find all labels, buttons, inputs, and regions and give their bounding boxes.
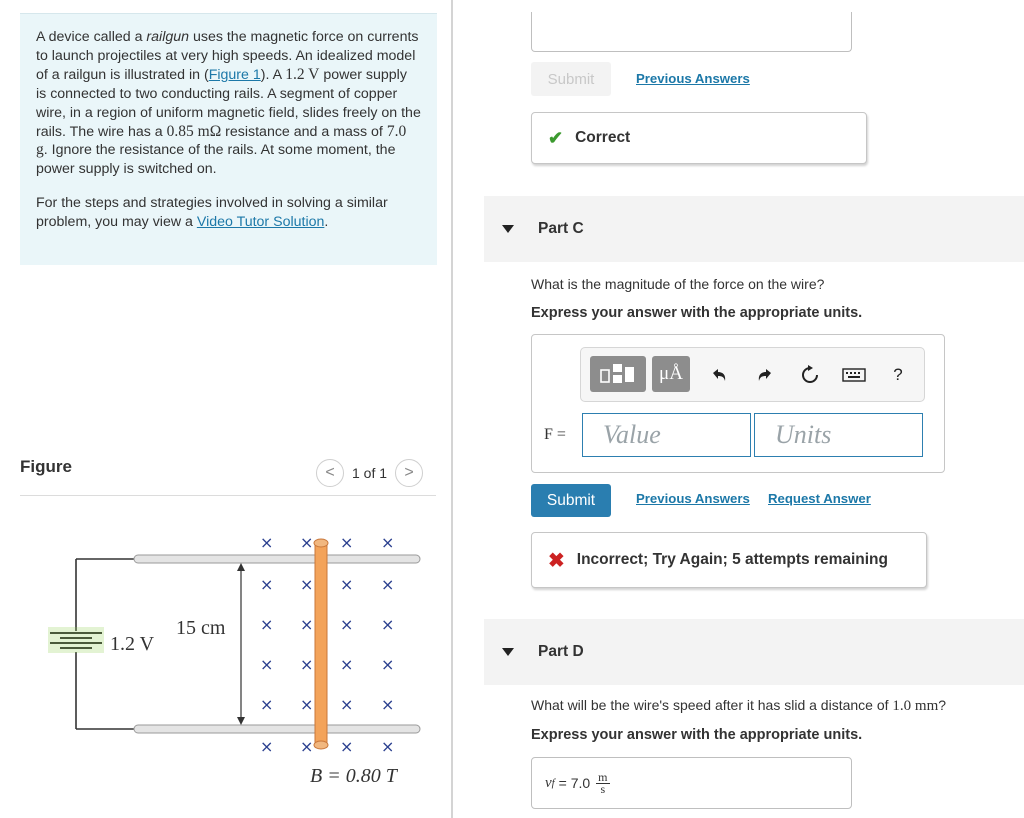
column-divider [451,0,453,818]
field-into-page-icon: × [260,737,274,756]
redo-icon[interactable] [752,362,778,388]
problem-text: ). A [260,66,286,83]
bottom-rail [134,725,420,733]
field-into-page-icon: × [381,695,395,714]
magnetic-field-label: B = 0.80 T [310,765,397,787]
undo-icon[interactable] [706,362,732,388]
wire-end-bottom [314,741,328,749]
units-input[interactable]: Units [754,413,923,457]
wire-end-top [314,539,328,547]
figure-link[interactable]: Figure 1 [208,66,261,83]
part-b-submit-button[interactable]: Submit [531,62,611,96]
battery-voltage-label: 1.2 V [110,633,155,655]
field-into-page-icon: × [260,575,274,594]
length-label: 15 cm [176,617,226,639]
field-into-page-icon: × [381,737,395,756]
question-distance: 1.0 mm [892,698,939,714]
part-d-header[interactable] [484,619,1024,685]
templates-icon [598,361,638,387]
part-c-question: What is the magnitude of the force on the wire? [531,276,825,292]
part-c-previous-answers-link[interactable]: Previous Answers [636,491,750,506]
help-icon[interactable]: ? [893,365,903,384]
field-into-page-icon: × [381,655,395,674]
field-into-page-icon: × [340,615,354,634]
pager-prev-button[interactable]: < [316,459,344,487]
equals-sign: = [554,775,571,791]
part-b-previous-answers-link[interactable]: Previous Answers [636,71,750,86]
problem-text: . Ignore the resistance of the rails. At some moment, the power supply is switched on. [36,142,396,178]
problem-mass: 7.0 g [36,122,407,159]
tutor-paragraph [36,194,421,232]
problem-text: resistance and a mass of [221,123,387,140]
part-d-instruction: Express your answer with the appropriate units. [531,727,863,743]
pager-count: 1 of 1 [352,465,388,481]
part-b-answer-box[interactable] [531,12,852,52]
problem-text: For the steps and strategies involved in solving a similar problem, you may view a [36,195,388,231]
caret-down-icon [502,225,514,233]
problem-text: A device called a [36,29,147,45]
field-into-page-icon: × [300,655,314,674]
part-c-header[interactable] [484,196,1024,262]
incorrect-x-icon: ✖ [548,549,565,572]
field-into-page-icon: × [300,575,314,594]
unit-denominator: s [600,781,606,796]
problem-voltage: 1.2 V [285,65,320,83]
value-input[interactable]: Value [582,413,751,457]
part-c-instruction: Express your answer with the appropriate units. [531,305,863,321]
problem-statement [20,13,437,265]
railgun-figure [20,500,436,800]
sliding-copper-wire [315,542,327,746]
reset-icon[interactable] [797,362,823,388]
problem-paragraph [36,28,421,179]
part-d-question [531,697,946,715]
problem-text: power supply is connected to two conducting rails. A segment of copper wire, in a region of uniform magnetic field, slides freely on the rails. The wire has a [36,66,421,140]
top-rail [134,555,420,563]
part-c-submit-button[interactable]: Submit [531,484,611,517]
part-d-answer-box[interactable] [531,757,852,809]
units-button[interactable]: μÅ [652,356,690,392]
part-b-feedback-text: Correct [575,129,631,146]
field-into-page-icon: × [300,533,314,552]
field-into-page-icon: × [340,655,354,674]
field-into-page-icon: × [381,615,395,634]
field-into-page-icon: × [260,533,274,552]
problem-text: uses the magnetic force on currents to launch projectiles at very high speeds. An idealized model of a railgun is illustrated in ( [36,29,419,83]
checkmark-icon: ✔ [548,127,564,148]
field-into-page-icon: × [340,533,354,552]
field-into-page-icon: × [300,615,314,634]
question-text: What will be the wire's speed after it has slid a distance of [531,697,893,713]
field-into-page-icon: × [381,575,395,594]
part-c-title: Part C [538,220,584,237]
figure-divider [20,495,436,496]
field-into-page-icon: × [340,695,354,714]
problem-term-railgun: railgun [146,29,190,45]
battery-icon [48,627,104,653]
field-into-page-icon: × [340,575,354,594]
unit-numerator: m [598,769,608,784]
part-c-feedback-text: Incorrect; Try Again; 5 attempts remaining [576,551,888,568]
video-tutor-link[interactable]: Video Tutor Solution [196,214,325,231]
problem-text: . [324,214,329,231]
part-d-title: Part D [538,643,584,660]
speed-variable-subscript: f [551,777,555,789]
speed-variable: v [545,774,552,791]
field-into-page-icon: × [300,695,314,714]
part-b-feedback [531,112,867,164]
figure-pager [316,459,423,487]
field-into-page-icon: × [381,533,395,552]
arrowhead-down-icon [237,717,245,725]
speed-value: 7.0 [570,775,591,791]
request-answer-link[interactable]: Request Answer [768,491,871,506]
field-into-page-icon: × [340,737,354,756]
force-variable-label: F = [544,426,566,443]
pager-next-button[interactable]: > [395,459,423,487]
speed-unit [596,769,609,796]
figure-heading: Figure [20,457,72,476]
keyboard-icon[interactable] [841,362,867,388]
field-into-page-icon: × [260,655,274,674]
templates-button[interactable] [590,356,646,392]
caret-down-icon [502,648,514,656]
problem-resistance: 0.85 mΩ [166,122,222,140]
arrowhead-up-icon [237,563,245,571]
part-c-feedback [531,532,927,588]
field-into-page-icon: × [300,737,314,756]
field-into-page-icon: × [260,695,274,714]
field-into-page-icon: × [260,615,274,634]
question-text: ? [938,697,947,713]
